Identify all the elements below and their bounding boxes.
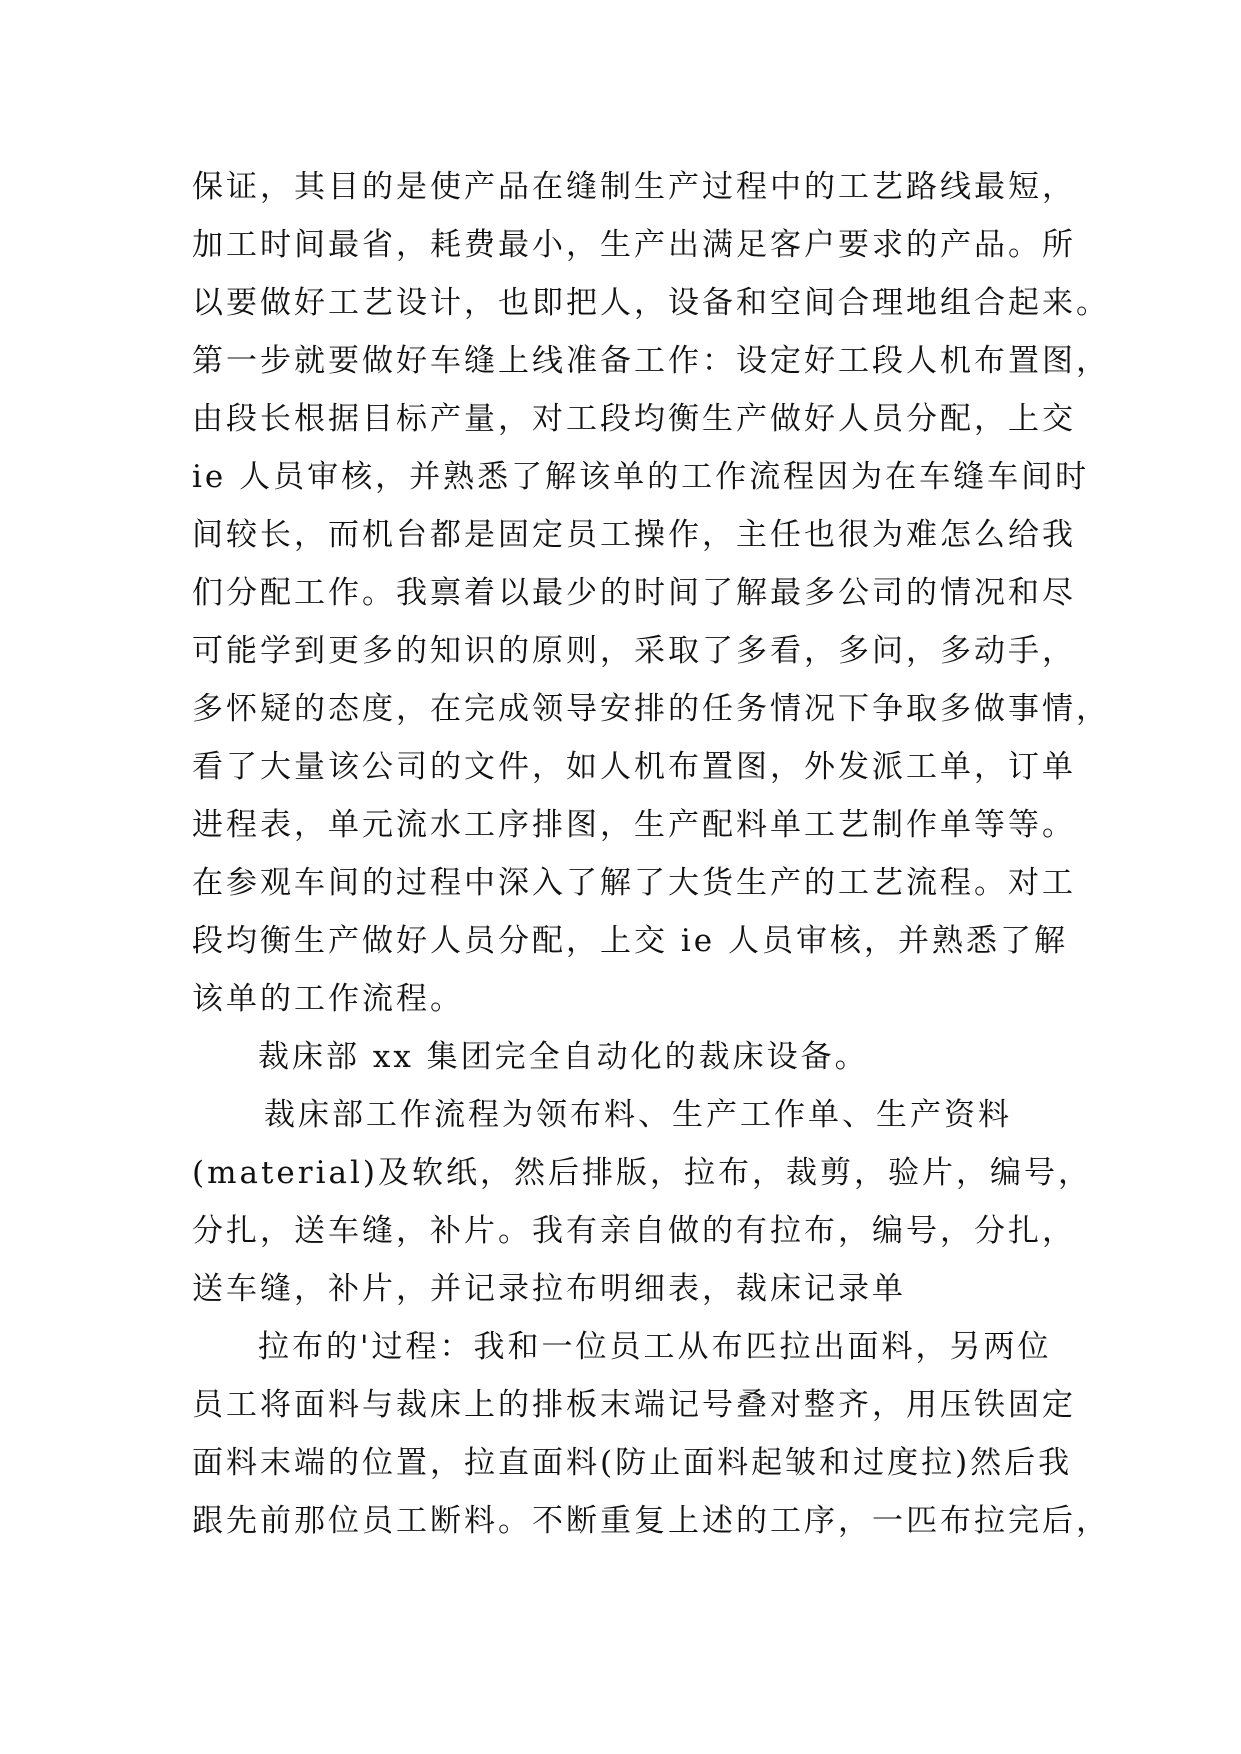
text-line: 间较长，而机台都是固定员工操作，主任也很为难怎么给我 — [192, 517, 1076, 553]
text-line: 们分配工作。我禀着以最少的时间了解最多公司的情况和尽 — [192, 575, 1076, 611]
text-line: 送车缝，补片，并记录拉布明细表，裁床记录单 — [192, 1271, 906, 1307]
text-line: 多怀疑的态度，在完成领导安排的任务情况下争取多做事情， — [192, 691, 1110, 727]
document-body — [192, 158, 1110, 1550]
text-line: 跟先前那位员工断料。不断重复上述的工序，一匹布拉完后， — [192, 1503, 1110, 1539]
text-line: (material)及软纸，然后排版，拉布，裁剪，验片，编号， — [192, 1155, 1092, 1191]
paragraph-cutting-workflow: 裁床部工作流程为领布料、生产工作单、生产资料 — [264, 1097, 1012, 1133]
text-line: 面料末端的位置，拉直面料(防止面料起皱和过度拉)然后我 — [192, 1445, 1073, 1481]
text-line: 可能学到更多的知识的原则，采取了多看，多问，多动手， — [192, 633, 1076, 669]
text-line: 保证，其目的是使产品在缝制生产过程中的工艺路线最短， — [192, 169, 1076, 205]
text-line: 该单的工作流程。 — [192, 981, 464, 1017]
text-line: 进程表，单元流水工序排图，生产配料单工艺制作单等等。 — [192, 807, 1076, 843]
text-line: 第一步就要做好车缝上线准备工作：设定好工段人机布置图， — [192, 343, 1110, 379]
text-line: 加工时间最省，耗费最小，生产出满足客户要求的产品。所 — [192, 227, 1076, 263]
text-line: 在参观车间的过程中深入了解了大货生产的工艺流程。对工 — [192, 865, 1076, 901]
text-line: 以要做好工艺设计，也即把人，设备和空间合理地组合起来。 — [192, 285, 1110, 321]
paragraph-spreading-process: 拉布的'过程：我和一位员工从布匹拉出面料，另两位 — [258, 1329, 1052, 1365]
text-line: 看了大量该公司的文件，如人机布置图，外发派工单，订单 — [192, 749, 1076, 785]
text-line: 分扎，送车缝，补片。我有亲自做的有拉布，编号，分扎， — [192, 1213, 1076, 1249]
text-line: 员工将面料与裁床上的排板末端记号叠对整齐，用压铁固定 — [192, 1387, 1076, 1423]
text-line: 由段长根据目标产量，对工段均衡生产做好人员分配，上交 — [192, 401, 1076, 437]
text-line: ie 人员审核，并熟悉了解该单的工作流程因为在车缝车间时 — [192, 459, 1090, 495]
paragraph-cutting-dept-intro: 裁床部 xx 集团完全自动化的裁床设备。 — [258, 1039, 869, 1075]
text-line: 段均衡生产做好人员分配，上交 ie 人员审核，并熟悉了解 — [192, 923, 1068, 959]
